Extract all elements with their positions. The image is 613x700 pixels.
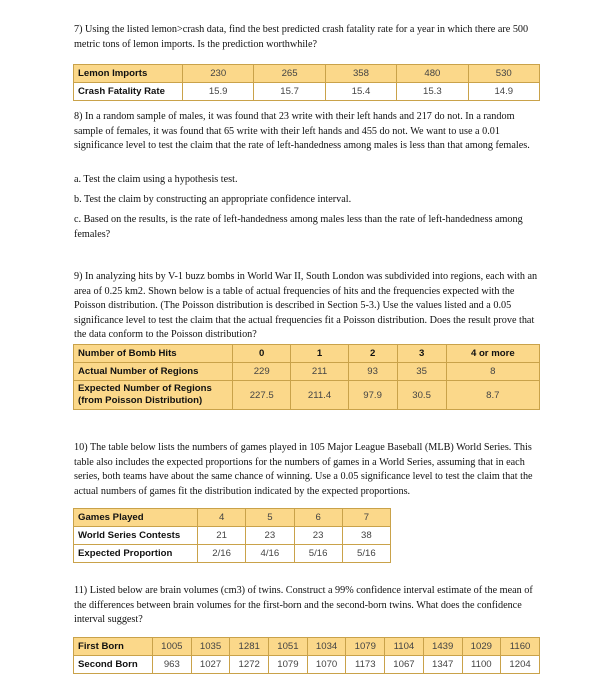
table-cell: 5 (246, 509, 294, 527)
table-cell: 227.5 (233, 381, 291, 410)
table-cell: 21 (198, 527, 246, 545)
q8-part-a: a. Test the claim using a hypothesis test. (74, 174, 238, 185)
table-cell: 1272 (230, 656, 269, 674)
table-cell: 6 (294, 509, 342, 527)
q8-part-b: b. Test the claim by constructing an appropriate confidence interval. (74, 194, 352, 205)
table-cell: 1439 (423, 638, 462, 656)
table-cell: 1029 (462, 638, 501, 656)
table-cell: 530 (468, 65, 539, 83)
table-cell: 38 (342, 527, 390, 545)
q8-part-c: c. Based on the results, is the rate of left-handedness among males less than the rate of left-handedness among females? (74, 214, 523, 240)
row-label-line-1: Expected Number of Regions (78, 383, 212, 394)
table-cell: 14.9 (468, 83, 539, 101)
table-cell: 15.4 (325, 83, 396, 101)
row-label: World Series Contests (74, 527, 198, 545)
table-cell: 1079 (346, 638, 385, 656)
table-row (74, 656, 540, 674)
q8-text: 8) In a random sample of males, it was found that 23 write with their left hands and 217 do not. In a random sample of females, it was found that 65 write with their left hands and 455 do not. We want to use a 0.01 significance level to test the claim that the rate of left-handedness among males is less than that among females. (74, 111, 530, 152)
table-cell: 963 (153, 656, 192, 674)
table-cell: 1034 (307, 638, 346, 656)
table-cell: 1067 (385, 656, 424, 674)
table-row (74, 65, 540, 83)
table-cell: 7 (342, 509, 390, 527)
table-cell: 15.7 (254, 83, 325, 101)
table-cell: 358 (325, 65, 396, 83)
table-cell: 23 (246, 527, 294, 545)
table-cell: 93 (348, 363, 397, 381)
table-cell: 1 (291, 345, 348, 363)
table-cell: 1204 (501, 656, 540, 674)
row-label: Actual Number of Regions (74, 363, 233, 381)
table-cell: 1100 (462, 656, 501, 674)
table-cell: 35 (397, 363, 446, 381)
table-cell: 2/16 (198, 545, 246, 563)
table-cell: 1051 (269, 638, 308, 656)
table-cell: 4 (198, 509, 246, 527)
table-cell: 1005 (153, 638, 192, 656)
q9-text: 9) In analyzing hits by V-1 buzz bombs in World War II, South London was subdivided into regions, each with an area of 0.25 km2. Shown below is a table of actual frequencies of hits and the frequencies expected with the Poisson distribution. (The Poisson distribution is described in Section 5-3.) Use the values listed and a 0.05 significance level to test the claim that the actual frequencies fit a Poisson distribution. Does the result prove that the data conform to the Poisson distribution? (74, 271, 538, 341)
table-cell: 1070 (307, 656, 346, 674)
table-cell: 5/16 (342, 545, 390, 563)
table-cell: 1079 (269, 656, 308, 674)
table-cell: 1160 (501, 638, 540, 656)
row-label-line-2: (from Poisson Distribution) (78, 395, 203, 406)
table-cell: 1173 (346, 656, 385, 674)
table-row (74, 509, 391, 527)
table-cell: 23 (294, 527, 342, 545)
row-label: Number of Bomb Hits (74, 345, 233, 363)
table-cell: 15.9 (183, 83, 254, 101)
row-label: First Born (74, 638, 153, 656)
q10-text: 10) The table below lists the numbers of games played in 105 Major League Baseball (MLB) World Series. This table also includes the expected proportions for the numbers of games in a World Series, assuming that in each series, both teams have about the same chance of winning. Use a 0.05 significance level to test the claim that the actual numbers of games fit the distribution indicated by the expected proportions. (74, 442, 533, 497)
row-label: Crash Fatality Rate (74, 83, 183, 101)
brain-volume-table (73, 637, 540, 674)
q7-text: 7) Using the listed lemon>crash data, find the best predicted crash fatality rate for a year in which there are 500 metric tons of lemon imports. Is the prediction worthwhile? (74, 24, 529, 50)
table-cell: 30.5 (397, 381, 446, 410)
row-label: Games Played (74, 509, 198, 527)
table-row (74, 345, 540, 363)
table-cell: 230 (183, 65, 254, 83)
table-cell: 8.7 (446, 381, 539, 410)
table-cell: 265 (254, 65, 325, 83)
table-cell: 211 (291, 363, 348, 381)
table-cell: 5/16 (294, 545, 342, 563)
table-cell: 0 (233, 345, 291, 363)
lemon-table (73, 64, 540, 101)
table-row (74, 363, 540, 381)
table-cell: 1347 (423, 656, 462, 674)
table-cell: 229 (233, 363, 291, 381)
table-cell: 1281 (230, 638, 269, 656)
q11-text: 11) Listed below are brain volumes (cm3) of twins. Construct a 99% confidence interval estimate of the mean of the differences between brain volumes for the first-born and the second-born twins. What does the confidence interval suggest? (74, 585, 533, 626)
table-cell: 2 (348, 345, 397, 363)
table-cell: 211.4 (291, 381, 348, 410)
table-cell: 480 (397, 65, 468, 83)
row-label (74, 381, 233, 410)
table-cell: 3 (397, 345, 446, 363)
table-cell: 97.9 (348, 381, 397, 410)
table-cell: 8 (446, 363, 539, 381)
row-label: Expected Proportion (74, 545, 198, 563)
table-row (74, 638, 540, 656)
row-label: Second Born (74, 656, 153, 674)
table-cell: 4/16 (246, 545, 294, 563)
table-cell: 1104 (385, 638, 424, 656)
table-row (74, 381, 540, 410)
bomb-hits-table (73, 344, 540, 410)
table-cell: 1027 (191, 656, 230, 674)
table-row (74, 545, 391, 563)
world-series-table (73, 508, 391, 563)
table-cell: 4 or more (446, 345, 539, 363)
row-label: Lemon Imports (74, 65, 183, 83)
table-cell: 15.3 (397, 83, 468, 101)
table-row (74, 527, 391, 545)
table-cell: 1035 (191, 638, 230, 656)
table-row (74, 83, 540, 101)
